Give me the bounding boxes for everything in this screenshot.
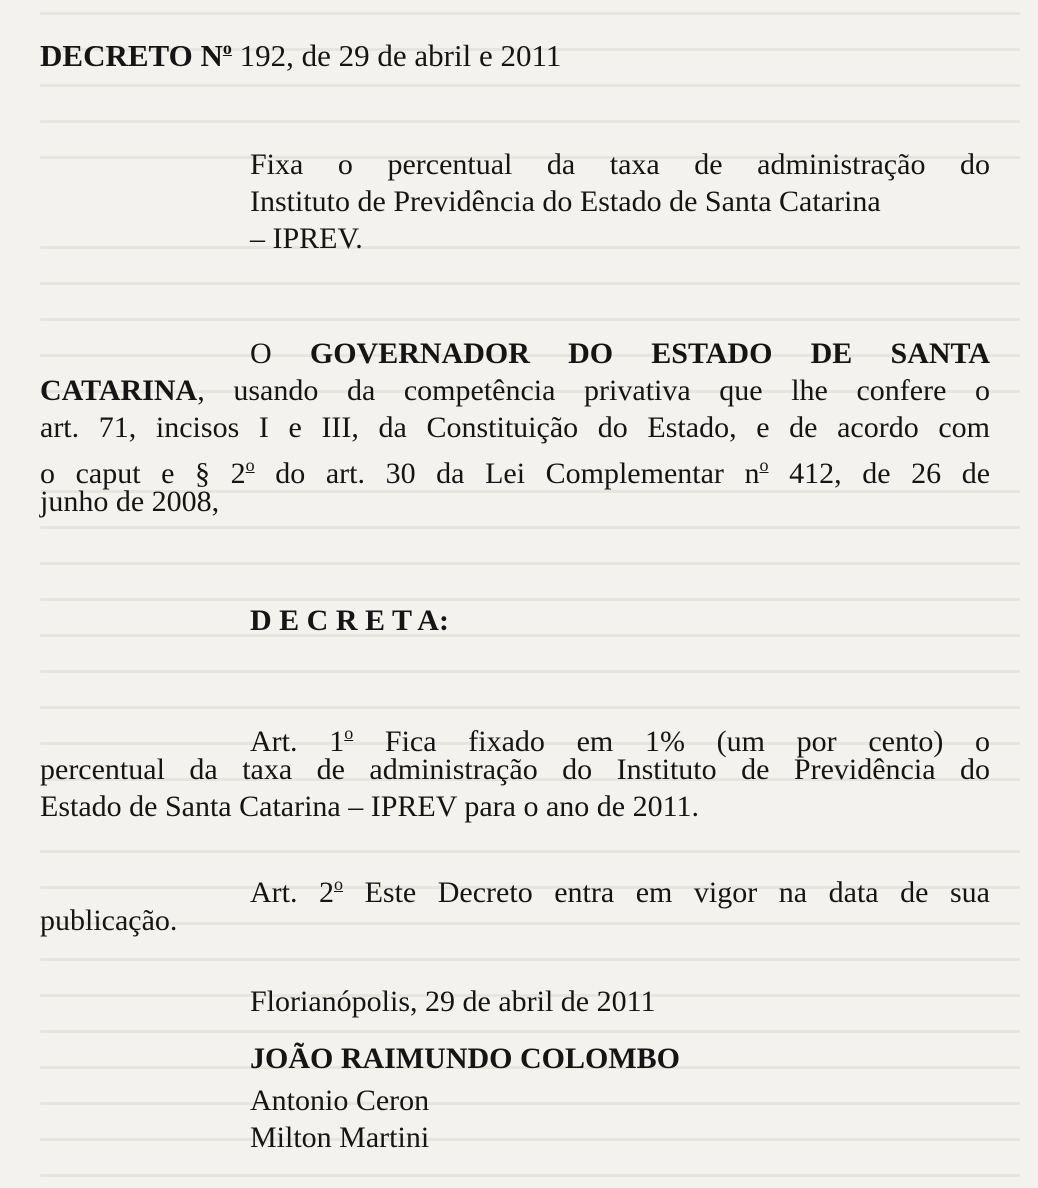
decree-word: DECRETO [40,38,193,73]
decreta-heading: D E C R E T A: [250,604,449,637]
cosigner-2: Milton Martini [250,1121,430,1154]
governor-heading: GOVERNADOR DO ESTADO DE SANTA [309,337,990,370]
signer-name: JOÃO RAIMUNDO COLOMBO [250,1042,680,1075]
article-1-line-2: percentual da taxa de administração do Instituto de Previdência do [40,753,990,786]
decree-number-date: 192, de 29 de abril e 2011 [231,38,562,73]
preamble-line-3: art. 71, incisos I e III, da Constituição do Estado, e de acordo com [40,411,990,444]
number-sign: $N^o$ [200,38,232,73]
preamble-line-4: o caput e § 2$^o$ do art. 30 da Lei Complementar $n^o$ 412, de 26 de [40,455,991,490]
summary-line-2: Instituto de Previdência do Estado de Santa Catarina [250,185,881,218]
preamble-line-2: CATARINA, usando da competência privativa que lhe confere o [40,374,990,407]
preamble-line-5: junho de 2008, [40,485,220,518]
article-1-line-1: Art. 1$^o$ Fica fixado em 1% (um por cento) o [250,723,991,758]
article-2-line-2: publicação. [40,904,178,937]
article-2-line-1: Art. 2$^o$ Este Decreto entra em vigor na data de sua [250,874,990,909]
place-and-date: Florianópolis, 29 de abril de 2011 [250,985,656,1018]
preamble-line-1: O GOVERNADOR DO ESTADO DE SANTA [250,337,990,370]
decree-title [40,30,561,74]
summary-line-3: – IPREV. [250,222,363,255]
article-1-line-3: Estado de Santa Catarina – IPREV para o ano de 2011. [40,790,700,823]
cosigner-1: Antonio Ceron [250,1084,430,1117]
summary-line-1: Fixa o percentual da taxa de administração do [250,148,990,181]
